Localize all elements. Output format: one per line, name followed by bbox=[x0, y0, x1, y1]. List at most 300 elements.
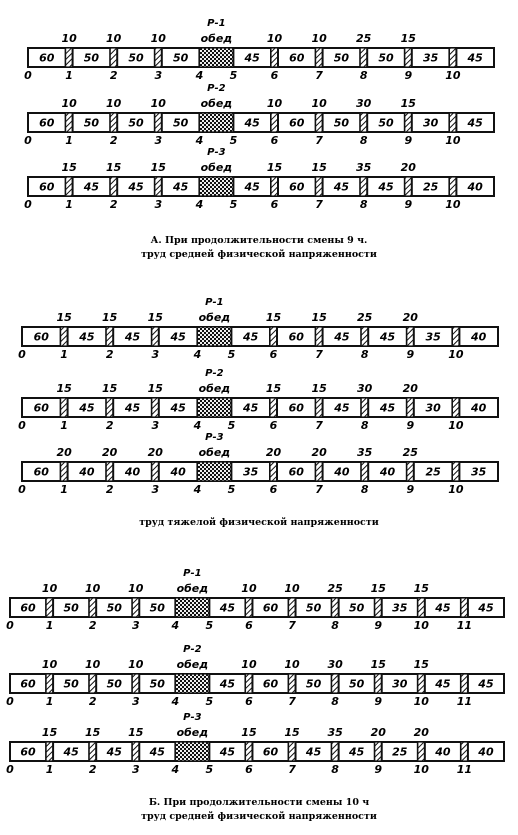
rest-break-block bbox=[461, 598, 468, 617]
break-duration-label: 15 bbox=[56, 382, 72, 395]
work-duration-label: 60 bbox=[289, 51, 305, 65]
break-duration-label: 15 bbox=[370, 658, 386, 671]
work-duration-label: 60 bbox=[33, 401, 49, 415]
hour-mark-label: 7 bbox=[315, 134, 323, 147]
rest-break-block bbox=[132, 598, 139, 617]
break-duration-label: 15 bbox=[147, 311, 163, 324]
break-duration-label: 20 bbox=[370, 726, 386, 739]
rest-break-block bbox=[66, 113, 73, 132]
rest-break-block bbox=[61, 398, 68, 417]
rest-break-block bbox=[361, 327, 368, 346]
work-duration-label: 50 bbox=[63, 601, 79, 615]
hour-mark-label: 1 bbox=[65, 134, 73, 147]
work-duration-label: 40 bbox=[79, 465, 95, 479]
work-duration-label: 50 bbox=[128, 116, 144, 130]
break-duration-label: 15 bbox=[241, 726, 257, 739]
hour-mark-label: 5 bbox=[227, 419, 236, 432]
rest-break-block bbox=[361, 398, 368, 417]
rest-break-block bbox=[66, 177, 73, 196]
work-duration-label: 45 bbox=[305, 745, 322, 759]
rest-break-block bbox=[132, 674, 139, 693]
rest-break-block bbox=[405, 177, 412, 196]
hour-mark-label: 10 bbox=[413, 619, 429, 632]
lunch-break-block bbox=[197, 398, 231, 417]
hour-mark-label: 4 bbox=[171, 619, 180, 632]
break-duration-label: 20 bbox=[311, 446, 327, 459]
work-duration-label: 40 bbox=[124, 465, 141, 479]
rest-break-block bbox=[289, 742, 296, 761]
work-duration-label: 45 bbox=[172, 180, 189, 194]
rest-break-block bbox=[418, 674, 425, 693]
work-duration-label: 50 bbox=[305, 601, 322, 615]
rest-break-block bbox=[271, 48, 278, 67]
rest-break-block bbox=[316, 327, 323, 346]
work-duration-label: 45 bbox=[219, 745, 236, 759]
work-duration-label: 45 bbox=[244, 116, 260, 130]
rest-break-block bbox=[407, 462, 414, 481]
work-duration-label: 45 bbox=[243, 330, 259, 344]
break-duration-label: 15 bbox=[370, 582, 386, 595]
rest-break-block bbox=[360, 113, 367, 132]
row-label: Р-2 bbox=[183, 644, 202, 655]
hour-mark-label: 9 bbox=[404, 69, 413, 82]
work-duration-label: 45 bbox=[106, 745, 122, 759]
rest-break-block bbox=[332, 674, 339, 693]
hour-mark-label: 5 bbox=[227, 348, 236, 361]
work-duration-label: 45 bbox=[243, 401, 259, 415]
hour-mark-label: 2 bbox=[88, 763, 97, 776]
hour-mark-label: 1 bbox=[45, 763, 54, 776]
work-duration-label: 60 bbox=[288, 465, 304, 479]
lunch-break-block bbox=[199, 48, 233, 67]
hour-mark-label: 0 bbox=[24, 69, 32, 82]
lunch-label: обед bbox=[200, 97, 233, 110]
hour-mark-label: 3 bbox=[131, 695, 140, 708]
rest-break-block bbox=[61, 327, 68, 346]
hour-mark-label: 8 bbox=[331, 763, 339, 776]
rest-break-block bbox=[452, 327, 459, 346]
break-duration-label: 15 bbox=[128, 726, 144, 739]
break-duration-label: 10 bbox=[106, 97, 122, 110]
break-duration-label: 15 bbox=[85, 726, 101, 739]
hour-mark-label: 11 bbox=[456, 763, 473, 776]
rest-break-block bbox=[245, 674, 252, 693]
rest-break-block bbox=[316, 48, 323, 67]
hour-mark-label: 1 bbox=[65, 69, 73, 82]
work-duration-label: 60 bbox=[262, 677, 279, 691]
work-duration-label: 60 bbox=[262, 601, 279, 615]
rest-break-block bbox=[360, 48, 367, 67]
hour-mark-label: 9 bbox=[406, 419, 415, 432]
break-duration-label: 15 bbox=[265, 382, 282, 395]
work-duration-label: 50 bbox=[349, 601, 365, 615]
work-duration-label: 60 bbox=[33, 465, 49, 479]
hour-mark-label: 5 bbox=[205, 695, 214, 708]
hour-mark-label: 7 bbox=[315, 198, 323, 211]
rest-break-block bbox=[46, 598, 53, 617]
work-duration-label: 60 bbox=[39, 116, 55, 130]
break-duration-label: 20 bbox=[400, 161, 416, 174]
rest-break-block bbox=[155, 177, 162, 196]
hour-mark-label: 7 bbox=[315, 419, 323, 432]
hour-mark-label: 2 bbox=[109, 134, 118, 147]
work-duration-label: 30 bbox=[422, 116, 439, 130]
rest-break-block bbox=[89, 674, 96, 693]
break-duration-label: 20 bbox=[147, 446, 163, 459]
break-duration-label: 10 bbox=[41, 658, 58, 671]
work-duration-label: 45 bbox=[83, 180, 100, 194]
hour-mark-label: 5 bbox=[229, 198, 238, 211]
rest-break-block bbox=[461, 674, 468, 693]
hour-mark-label: 10 bbox=[448, 348, 464, 361]
hour-mark-label: 6 bbox=[269, 348, 278, 361]
break-duration-label: 10 bbox=[241, 658, 257, 671]
rest-break-block bbox=[405, 113, 412, 132]
hour-mark-label: 3 bbox=[154, 134, 163, 147]
hour-mark-label: 1 bbox=[60, 483, 68, 496]
work-duration-label: 50 bbox=[83, 116, 100, 130]
hour-mark-label: 0 bbox=[18, 483, 26, 496]
hour-mark-label: 8 bbox=[359, 198, 368, 211]
hour-mark-label: 6 bbox=[270, 134, 279, 147]
hour-mark-label: 10 bbox=[413, 695, 429, 708]
work-duration-label: 45 bbox=[244, 180, 260, 194]
work-duration-label: 35 bbox=[425, 330, 441, 344]
work-duration-label: 45 bbox=[349, 745, 365, 759]
work-duration-label: 30 bbox=[392, 677, 408, 691]
hour-mark-label: 6 bbox=[245, 619, 253, 632]
work-duration-label: 45 bbox=[378, 180, 394, 194]
section-caption: А. При продолжительности смены 9 ч. bbox=[150, 235, 368, 246]
hour-mark-label: 8 bbox=[359, 69, 368, 82]
break-duration-label: 15 bbox=[413, 582, 429, 595]
rest-break-block bbox=[270, 398, 277, 417]
row-label: Р-1 bbox=[207, 18, 226, 29]
work-duration-label: 45 bbox=[79, 330, 95, 344]
break-duration-label: 10 bbox=[150, 32, 166, 45]
row-label: Р-3 bbox=[183, 712, 202, 723]
work-duration-label: 60 bbox=[289, 180, 305, 194]
rest-break-block bbox=[316, 177, 323, 196]
break-duration-label: 30 bbox=[357, 382, 373, 395]
break-duration-label: 15 bbox=[265, 311, 282, 324]
hour-mark-label: 0 bbox=[24, 198, 32, 211]
section-caption: труд средней физической напряженности bbox=[141, 811, 377, 822]
rest-break-block bbox=[66, 48, 73, 67]
break-duration-label: 10 bbox=[311, 97, 327, 110]
hour-mark-label: 2 bbox=[105, 348, 114, 361]
hour-mark-label: 6 bbox=[269, 419, 278, 432]
work-duration-label: 40 bbox=[467, 180, 483, 194]
break-duration-label: 15 bbox=[311, 311, 327, 324]
hour-mark-label: 4 bbox=[193, 419, 202, 432]
break-duration-label: 20 bbox=[265, 446, 282, 459]
rest-break-block bbox=[418, 598, 425, 617]
break-duration-label: 30 bbox=[327, 658, 343, 671]
row-label: Р-1 bbox=[183, 568, 202, 579]
work-duration-label: 45 bbox=[334, 330, 350, 344]
hour-mark-label: 2 bbox=[109, 69, 118, 82]
work-duration-label: 50 bbox=[106, 601, 122, 615]
work-duration-label: 45 bbox=[333, 180, 350, 194]
break-duration-label: 15 bbox=[102, 382, 118, 395]
break-duration-label: 20 bbox=[402, 311, 418, 324]
break-duration-label: 15 bbox=[311, 382, 327, 395]
hour-mark-label: 1 bbox=[45, 619, 54, 632]
hour-mark-label: 1 bbox=[45, 695, 54, 708]
work-duration-label: 60 bbox=[262, 745, 279, 759]
hour-mark-label: 7 bbox=[315, 69, 323, 82]
rest-break-block bbox=[61, 462, 68, 481]
hour-mark-label: 6 bbox=[245, 763, 253, 776]
work-duration-label: 40 bbox=[478, 745, 494, 759]
work-duration-label: 50 bbox=[172, 116, 189, 130]
work-duration-label: 35 bbox=[471, 465, 487, 479]
rest-break-block bbox=[106, 398, 113, 417]
rest-break-block bbox=[46, 742, 53, 761]
hour-mark-label: 8 bbox=[360, 348, 369, 361]
rest-break-block bbox=[110, 177, 117, 196]
lunch-break-block bbox=[175, 674, 209, 693]
work-duration-label: 50 bbox=[63, 677, 79, 691]
hour-mark-label: 4 bbox=[195, 69, 204, 82]
hour-mark-label: 6 bbox=[270, 198, 279, 211]
break-duration-label: 25 bbox=[356, 32, 372, 45]
lunch-break-block bbox=[199, 113, 233, 132]
break-duration-label: 15 bbox=[284, 726, 300, 739]
work-duration-label: 45 bbox=[379, 401, 396, 415]
rest-break-block bbox=[270, 462, 277, 481]
break-duration-label: 10 bbox=[106, 32, 122, 45]
rest-break-block bbox=[449, 48, 456, 67]
break-duration-label: 20 bbox=[413, 726, 429, 739]
work-duration-label: 45 bbox=[435, 601, 451, 615]
hour-mark-label: 9 bbox=[374, 695, 383, 708]
hour-mark-label: 9 bbox=[406, 483, 415, 496]
break-duration-label: 15 bbox=[400, 32, 416, 45]
hour-mark-label: 8 bbox=[331, 619, 339, 632]
hour-mark-label: 2 bbox=[88, 619, 97, 632]
lunch-label: обед bbox=[200, 32, 233, 45]
hour-mark-label: 9 bbox=[404, 134, 413, 147]
lunch-break-block bbox=[175, 742, 209, 761]
hour-mark-label: 10 bbox=[445, 198, 461, 211]
hour-mark-label: 4 bbox=[193, 348, 202, 361]
break-duration-label: 20 bbox=[56, 446, 72, 459]
hour-mark-label: 10 bbox=[448, 483, 464, 496]
break-duration-label: 25 bbox=[327, 582, 343, 595]
work-duration-label: 60 bbox=[20, 601, 36, 615]
lunch-break-block bbox=[199, 177, 233, 196]
hour-mark-label: 11 bbox=[456, 695, 473, 708]
hour-mark-label: 7 bbox=[288, 619, 296, 632]
hour-mark-label: 5 bbox=[229, 69, 238, 82]
rest-break-block bbox=[152, 327, 159, 346]
hour-mark-label: 2 bbox=[109, 198, 118, 211]
lunch-break-block bbox=[197, 462, 231, 481]
rest-break-block bbox=[360, 177, 367, 196]
rest-break-block bbox=[375, 742, 382, 761]
work-duration-label: 45 bbox=[467, 51, 483, 65]
hour-mark-label: 7 bbox=[288, 695, 296, 708]
rest-break-block bbox=[110, 113, 117, 132]
rest-break-block bbox=[155, 48, 162, 67]
work-duration-label: 40 bbox=[379, 465, 396, 479]
hour-mark-label: 3 bbox=[131, 619, 140, 632]
hour-mark-label: 7 bbox=[315, 483, 323, 496]
hour-mark-label: 6 bbox=[245, 695, 253, 708]
work-duration-label: 60 bbox=[20, 677, 36, 691]
hour-mark-label: 0 bbox=[18, 348, 26, 361]
break-duration-label: 15 bbox=[147, 382, 163, 395]
hour-mark-label: 4 bbox=[193, 483, 202, 496]
break-duration-label: 35 bbox=[356, 161, 372, 174]
break-duration-label: 10 bbox=[284, 658, 300, 671]
break-duration-label: 15 bbox=[266, 161, 283, 174]
work-duration-label: 60 bbox=[33, 330, 49, 344]
rest-break-block bbox=[152, 398, 159, 417]
work-duration-label: 45 bbox=[379, 330, 396, 344]
break-duration-label: 15 bbox=[400, 97, 416, 110]
row-label: Р-3 bbox=[205, 432, 224, 443]
work-duration-label: 45 bbox=[219, 677, 236, 691]
hour-mark-label: 10 bbox=[445, 69, 461, 82]
rest-break-block bbox=[155, 113, 162, 132]
hour-mark-label: 6 bbox=[269, 483, 278, 496]
rest-break-block bbox=[316, 398, 323, 417]
rest-break-block bbox=[375, 598, 382, 617]
hour-mark-label: 0 bbox=[6, 763, 14, 776]
break-duration-label: 10 bbox=[150, 97, 166, 110]
work-duration-label: 50 bbox=[305, 677, 322, 691]
hour-mark-label: 9 bbox=[406, 348, 415, 361]
row-label: Р-2 bbox=[207, 83, 226, 94]
rest-break-block bbox=[452, 462, 459, 481]
section-caption: труд средней физической напряженности bbox=[141, 249, 377, 260]
break-duration-label: 10 bbox=[128, 582, 144, 595]
lunch-label: обед bbox=[198, 311, 231, 324]
rest-break-block bbox=[271, 177, 278, 196]
lunch-label: обед bbox=[198, 446, 231, 459]
break-duration-label: 10 bbox=[61, 97, 77, 110]
work-duration-label: 50 bbox=[349, 677, 365, 691]
work-duration-label: 40 bbox=[334, 465, 350, 479]
work-duration-label: 45 bbox=[149, 745, 165, 759]
work-duration-label: 60 bbox=[288, 330, 304, 344]
hour-mark-label: 3 bbox=[131, 763, 140, 776]
rest-break-block bbox=[332, 742, 339, 761]
hour-mark-label: 9 bbox=[404, 198, 413, 211]
rest-break-block bbox=[46, 674, 53, 693]
section-caption: труд тяжелой физической напряженности bbox=[139, 517, 379, 528]
work-duration-label: 40 bbox=[471, 401, 487, 415]
rest-break-block bbox=[245, 742, 252, 761]
break-duration-label: 25 bbox=[357, 311, 373, 324]
work-duration-label: 50 bbox=[128, 51, 144, 65]
lunch-break-block bbox=[197, 327, 231, 346]
row-label: Р-3 bbox=[207, 147, 226, 158]
work-duration-label: 40 bbox=[170, 465, 186, 479]
hour-mark-label: 10 bbox=[445, 134, 461, 147]
work-duration-label: 45 bbox=[128, 180, 144, 194]
rest-break-block bbox=[316, 462, 323, 481]
break-duration-label: 20 bbox=[102, 446, 118, 459]
rest-break-block bbox=[449, 113, 456, 132]
break-duration-label: 15 bbox=[102, 311, 118, 324]
break-duration-label: 15 bbox=[413, 658, 429, 671]
break-duration-label: 35 bbox=[327, 726, 343, 739]
work-duration-label: 45 bbox=[170, 401, 186, 415]
rest-break-block bbox=[270, 327, 277, 346]
hour-mark-label: 1 bbox=[65, 198, 73, 211]
work-duration-label: 35 bbox=[243, 465, 259, 479]
work-duration-label: 50 bbox=[333, 51, 350, 65]
lunch-label: обед bbox=[200, 161, 233, 174]
rest-break-block bbox=[110, 48, 117, 67]
hour-mark-label: 7 bbox=[315, 348, 323, 361]
rest-break-block bbox=[361, 462, 368, 481]
break-duration-label: 15 bbox=[56, 311, 72, 324]
work-duration-label: 25 bbox=[425, 465, 441, 479]
hour-mark-label: 8 bbox=[360, 483, 369, 496]
rest-break-block bbox=[271, 113, 278, 132]
rest-break-block bbox=[289, 674, 296, 693]
rest-break-block bbox=[106, 327, 113, 346]
rest-break-block bbox=[289, 598, 296, 617]
work-duration-label: 50 bbox=[149, 601, 165, 615]
work-duration-label: 45 bbox=[478, 601, 494, 615]
work-duration-label: 35 bbox=[392, 601, 408, 615]
hour-mark-label: 3 bbox=[151, 419, 160, 432]
break-duration-label: 10 bbox=[85, 658, 101, 671]
work-duration-label: 45 bbox=[170, 330, 186, 344]
work-duration-label: 50 bbox=[172, 51, 189, 65]
break-duration-label: 10 bbox=[311, 32, 327, 45]
work-duration-label: 60 bbox=[289, 116, 305, 130]
rest-break-block bbox=[332, 598, 339, 617]
hour-mark-label: 0 bbox=[24, 134, 32, 147]
hour-mark-label: 4 bbox=[195, 198, 204, 211]
work-duration-label: 50 bbox=[106, 677, 122, 691]
hour-mark-label: 2 bbox=[105, 419, 114, 432]
lunch-break-block bbox=[175, 598, 209, 617]
rest-break-block bbox=[245, 598, 252, 617]
break-duration-label: 15 bbox=[41, 726, 58, 739]
hour-mark-label: 8 bbox=[360, 419, 369, 432]
rest-break-block bbox=[405, 48, 412, 67]
hour-mark-label: 1 bbox=[60, 419, 68, 432]
break-duration-label: 15 bbox=[61, 161, 77, 174]
break-duration-label: 15 bbox=[106, 161, 122, 174]
hour-mark-label: 5 bbox=[227, 483, 236, 496]
hour-mark-label: 3 bbox=[151, 348, 160, 361]
rest-break-block bbox=[449, 177, 456, 196]
work-duration-label: 30 bbox=[425, 401, 441, 415]
rest-break-block bbox=[407, 327, 414, 346]
work-duration-label: 60 bbox=[288, 401, 304, 415]
break-duration-label: 35 bbox=[357, 446, 373, 459]
work-duration-label: 45 bbox=[244, 51, 260, 65]
rest-break-block bbox=[452, 398, 459, 417]
hour-mark-label: 6 bbox=[270, 69, 279, 82]
work-duration-label: 45 bbox=[435, 677, 451, 691]
rest-break-block bbox=[89, 598, 96, 617]
hour-mark-label: 4 bbox=[171, 763, 180, 776]
work-duration-label: 60 bbox=[39, 51, 55, 65]
rest-break-block bbox=[461, 742, 468, 761]
hour-mark-label: 9 bbox=[374, 763, 383, 776]
hour-mark-label: 7 bbox=[288, 763, 296, 776]
